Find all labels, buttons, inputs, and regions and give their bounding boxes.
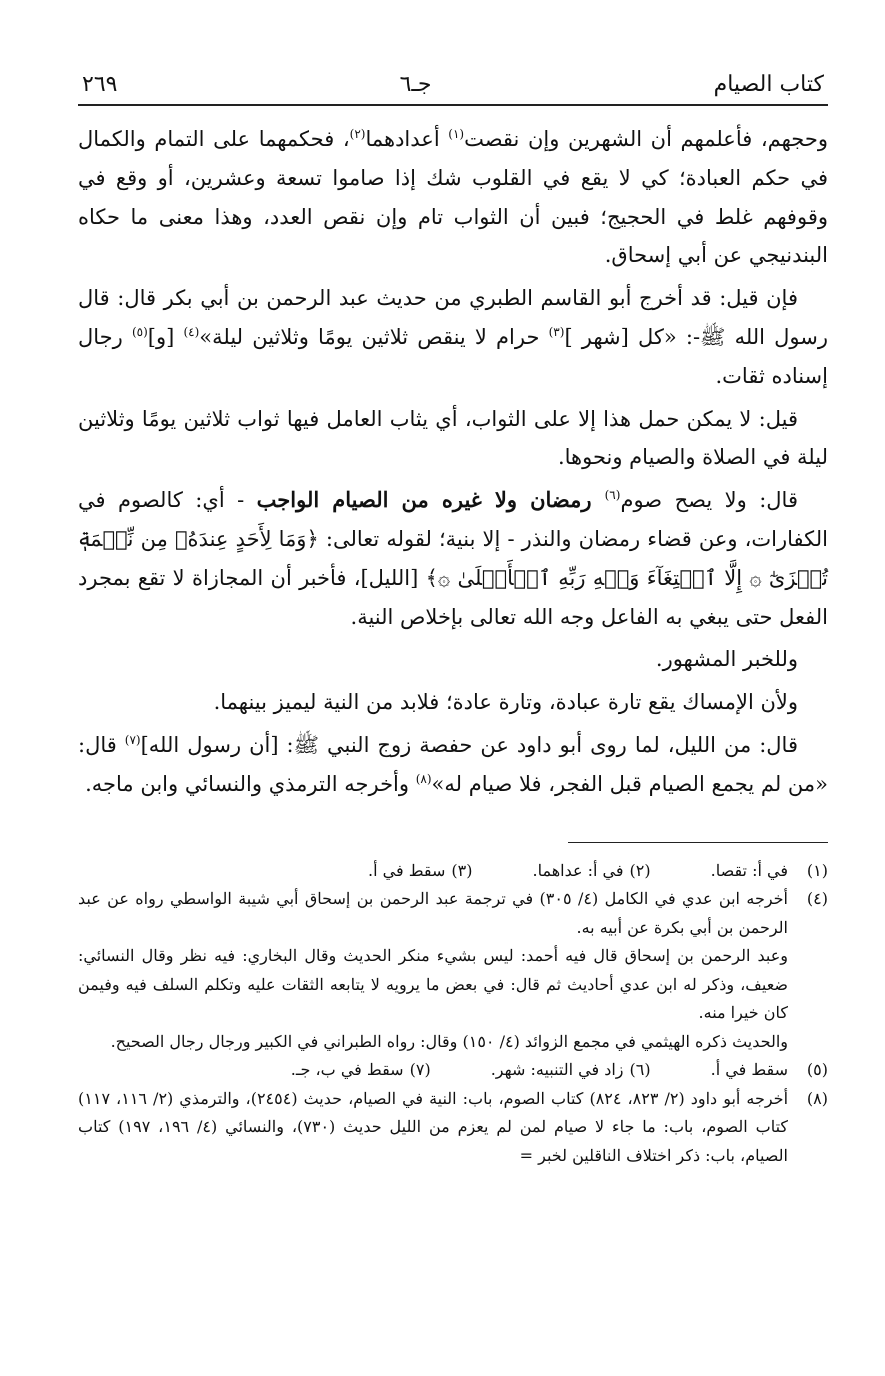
footnote-number: (٣) xyxy=(451,860,473,880)
footnote-4: أخرجه ابن عدي في الكامل (٤/ ٣٠٥) في ترجمة عبد الرحمن بن إسحاق أبي شيبة الواسطي رواه عن عبد الرحمن بن أبي بكرة عن أبيه به. xyxy=(78,889,788,937)
header-volume: جـ٦ xyxy=(399,72,432,97)
paragraph-7 xyxy=(78,726,828,804)
bold-text-run: رمضان ولا غيره من الصيام الواجب xyxy=(256,487,605,513)
footnote-7: سقط في ب، جـ. xyxy=(290,1060,404,1080)
text-run: حرام لا ينقص ثلاثين يومًا وثلاثين ليلة» xyxy=(199,324,549,349)
text-run: وحجهم، فأعلمهم أن الشهرين وإن نقصت xyxy=(464,127,828,151)
text-run: أعدادهما xyxy=(365,127,449,151)
paragraph-3: قيل: لا يمكن حمل هذا إلا على الثواب، أي يثاب العامل فيها ثواب ثلاثين يومًا وثلاثين ليلة في الصلاة والصيام ونحوها. xyxy=(78,406,828,470)
footnote-number: (١) xyxy=(806,860,828,880)
footnote-row-4 xyxy=(78,885,828,942)
footnote-6: زاد في التنبيه: شهر. xyxy=(490,1060,624,1080)
footnote-number: (٨) xyxy=(806,1088,828,1108)
footnote-ref: (٢) xyxy=(349,127,366,141)
header-page-number: ٢٦٩ xyxy=(82,72,118,97)
text-run: فإن قيل: قد أخرج أبو القاسم الطبري من حديث عبد الرحمن بن أبي بكر قال: قال رسول الله ﷺ-: «كل [شهر ] xyxy=(78,286,829,349)
footnote-1: في أ: تقصا. xyxy=(710,860,788,880)
footnote-row-8 xyxy=(78,1085,828,1171)
text-run: قال: ولا يصح صوم xyxy=(620,488,798,513)
text-run: قال: «من لم يجمع الصيام قبل الفجر، فلا صيام له» xyxy=(78,732,828,796)
text-run: ، فحكمهما على التمام والكمال في حكم العبادة؛ كي لا يقع في القلوب شك إذا صاموا تسعة وعشرين، أو وقع في وقوفهم غلط في الحجيج؛ فبين أن الثواب تام وإن نقص العدد، وهذا معنى ما حكاه البندنيجي عن أبي إسحاق. xyxy=(78,127,828,268)
footnote-number: (٢) xyxy=(629,860,651,880)
footnote-ref: (٧) xyxy=(124,732,141,747)
footnote-ref: (٥) xyxy=(131,324,148,339)
footnote-row-5-7 xyxy=(78,1056,828,1085)
paragraph-4 xyxy=(78,481,828,636)
paragraph-2 xyxy=(78,279,828,395)
footnote-2: في أ: عداهما. xyxy=(532,860,624,880)
text-run: [و] xyxy=(147,324,184,349)
text-run: وأخرجه الترمذي والنسائي وابن ماجه. xyxy=(85,771,416,796)
footnote-4-continued: وعبد الرحمن بن إسحاق قال فيه أحمد: ليس بشيء منكر الحديث وقال البخاري: فيه نظر وقال النسائي: ضعيف، وذكر له ابن عدي أحاديث ثم قال: في بعض ما يرويه لا يتابعه الثقات عليه وتكلم السلف فيه وفيمن كان خيرا منه. xyxy=(78,946,788,1023)
footnote-number: (٥) xyxy=(806,1060,828,1080)
document-page xyxy=(78,70,828,1170)
text-run: قال: من الليل، لما روى أبو داود عن حفصة زوج النبي ﷺ: [أن رسول الله] xyxy=(140,732,798,757)
footnote-separator xyxy=(568,842,828,843)
footnote-number: (٤) xyxy=(806,889,828,909)
footnote-ref: (٤) xyxy=(183,324,200,339)
text-run: - أي: كالصوم في الكفارات، وعن قضاء رمضان والنذر - إلا بنية؛ لقوله تعالى: ﴿وَمَا لِأَحَدٍ عِندَهُۥ مِن نِّعۡمَةٖ تُجۡزَىٰٓ ۞ إِلَّا ٱبۡتِغَآءَ وَجۡهِ رَبِّهِ ٱلۡأَعۡلَىٰ ۞﴾ [الليل]، فأخبر أن المجازاة لا تقع بمجرد الفعل حتى يبغي به الفاعل وجه الله تعالى بإخلاص النية. xyxy=(78,488,828,629)
main-text xyxy=(78,120,828,804)
paragraph-5: وللخبر المشهور. xyxy=(655,647,798,672)
footnote-number: (٧) xyxy=(409,1060,431,1080)
header-title: كتاب الصيام xyxy=(713,72,824,97)
footnote-ref: (٣) xyxy=(548,324,565,339)
footnote-ref: (٨) xyxy=(415,771,432,786)
running-header xyxy=(78,70,828,106)
footnote-8: أخرجه أبو داود (٢/ ٨٢٣، ٨٢٤) كتاب الصوم، باب: النية في الصيام، حديث (٢٤٥٤)، والترمذي (٢/ ١١٦، ١١٧) كتاب الصوم، باب: ما جاء لا صيام لمن لم يعزم من الليل حديث (٧٣٠)، والنسائي (٤/ ١٩٦، ١٩٧) كتاب الصيام، باب: ذكر اختلاف الناقلين لخبر = xyxy=(78,1088,789,1165)
paragraph-1 xyxy=(78,120,828,275)
footnote-ref: (٦) xyxy=(604,488,621,503)
footnote-row-1-3 xyxy=(78,857,828,886)
footnote-4-continued: والحديث ذكره الهيثمي في مجمع الزوائد (٤/ ١٥٠) وقال: رواه الطبراني في الكبير ورجال رجال الصحيح. xyxy=(110,1031,788,1051)
paragraph-6: ولأن الإمساك يقع تارة عبادة، وتارة عادة؛ فلابد من النية ليميز بينهما. xyxy=(213,690,798,715)
footnote-5: سقط في أ. xyxy=(710,1060,788,1080)
footnote-text xyxy=(78,857,788,886)
text-run: رجال إسناده ثقات. xyxy=(78,324,828,388)
footnotes xyxy=(78,857,828,1171)
footnote-ref: (١) xyxy=(448,127,465,141)
footnote-text xyxy=(78,1056,788,1085)
footnote-number: (٦) xyxy=(629,1060,651,1080)
footnote-3: سقط في أ. xyxy=(368,860,446,880)
